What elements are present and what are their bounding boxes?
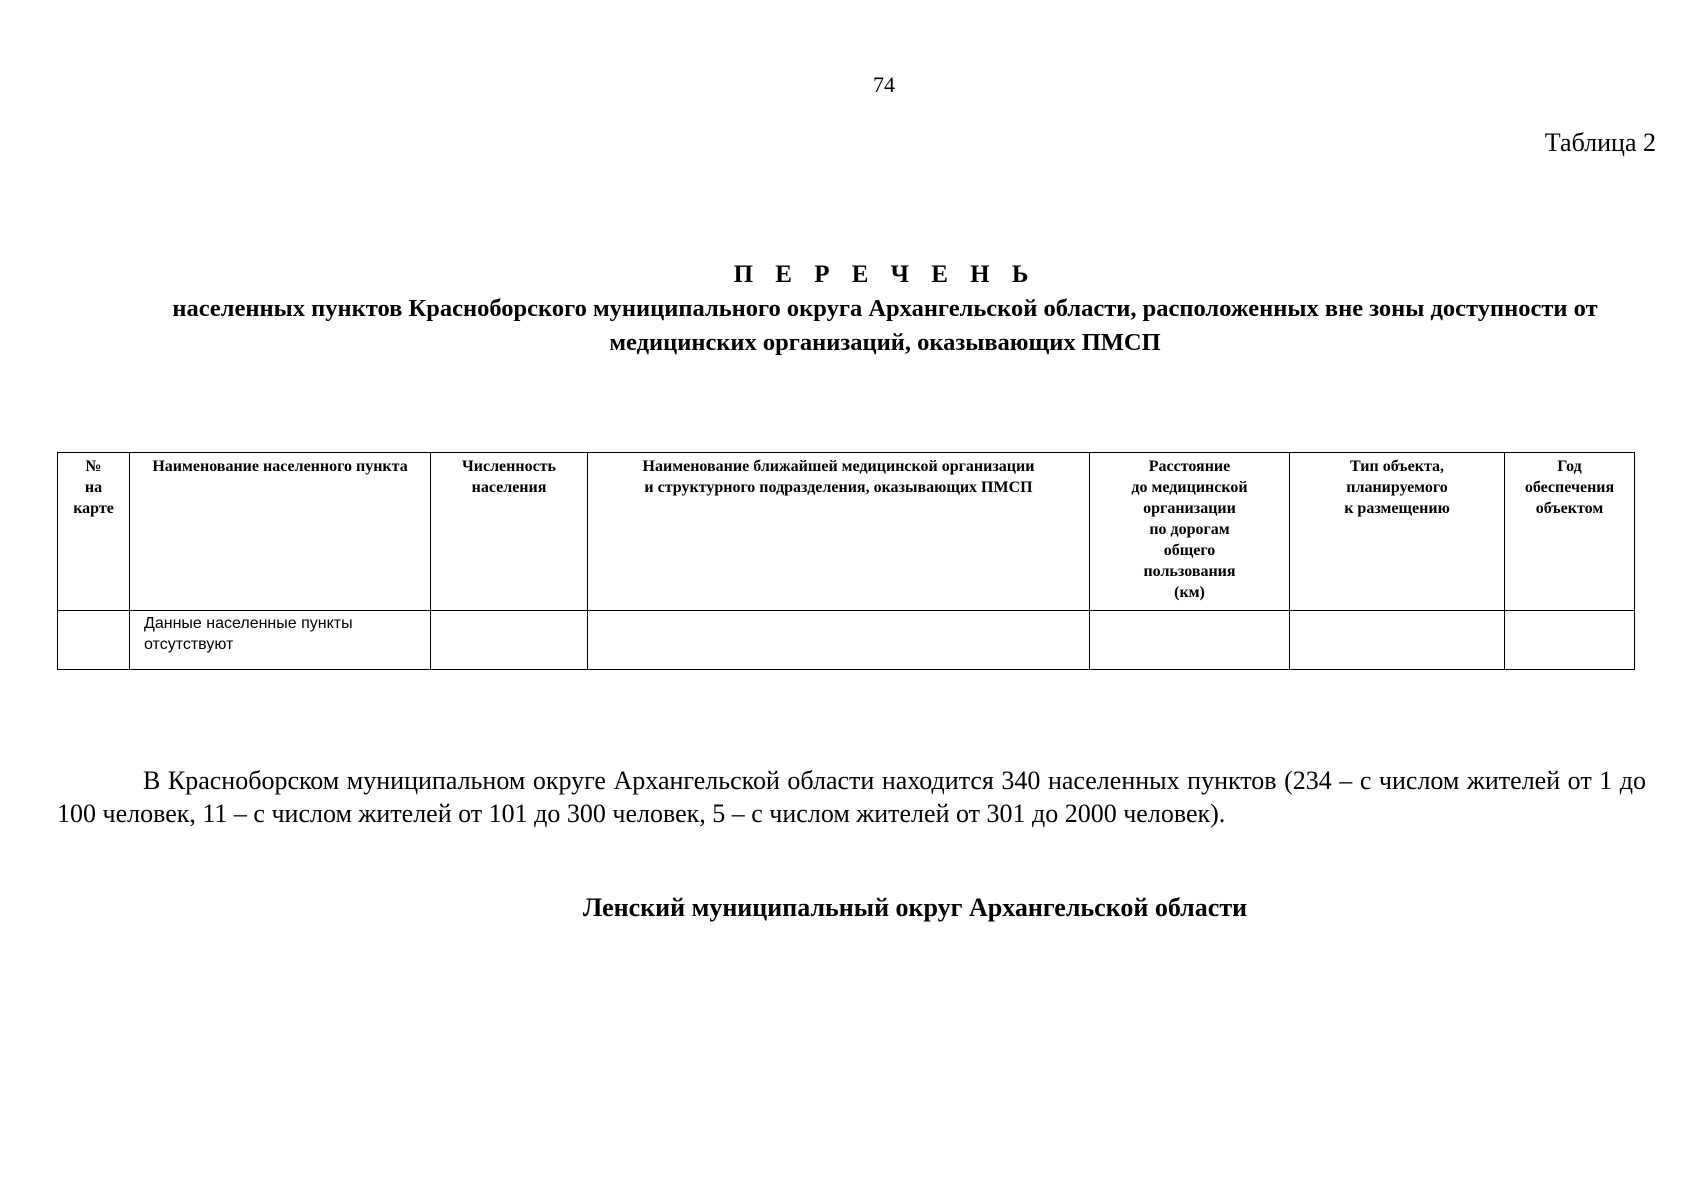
table-header-row <box>58 453 1635 611</box>
document-title <box>150 258 1620 360</box>
cell-object-type <box>1290 611 1505 670</box>
cell-distance <box>1090 611 1290 670</box>
header-nearest-organization: Наименование ближайшей медицинской организации и структурного подразделения, оказывающих ПМСП <box>588 453 1090 611</box>
cell-population <box>431 611 588 670</box>
section-heading: Ленский муниципальный округ Архангельской области <box>582 893 1248 922</box>
cell-nearest-organization <box>588 611 1090 670</box>
summary-paragraph: В Красноборском муниципальном округе Архангельской области находится 340 населенных пунктов (234 – с числом жителей от 1 до 100 человек, 11 – с числом жителей от 101 до 300 человек, 5 – с числом жителей от 301 до 2000 человек). <box>57 766 1646 828</box>
header-population: Численность населения <box>431 453 588 611</box>
page-number: 74 <box>873 72 895 97</box>
header-map-number: № на карте <box>58 453 130 611</box>
table-row <box>58 611 1635 670</box>
settlements-table <box>57 452 1635 670</box>
cell-map-number <box>58 611 130 670</box>
header-year: Год обеспечения объектом <box>1505 453 1635 611</box>
cell-year <box>1505 611 1635 670</box>
header-settlement-name: Наименование населенного пункта <box>130 453 431 611</box>
table-label: Таблица 2 <box>1544 128 1656 157</box>
header-distance: Расстояние до медицинской организации по дорогам общего пользования (км) <box>1090 453 1290 611</box>
cell-settlement-name: Данные населенные пункты отсутствуют <box>130 611 431 670</box>
header-object-type: Тип объекта, планируемого к размещению <box>1290 453 1505 611</box>
title-subtitle: населенных пунктов Красноборского муниципального округа Архангельской области, расположенных вне зоны доступности от медицинских организаций, оказывающих ПМСП <box>172 295 1598 356</box>
title-heading: П Е Р Е Ч Е Н Ь <box>733 261 1037 288</box>
